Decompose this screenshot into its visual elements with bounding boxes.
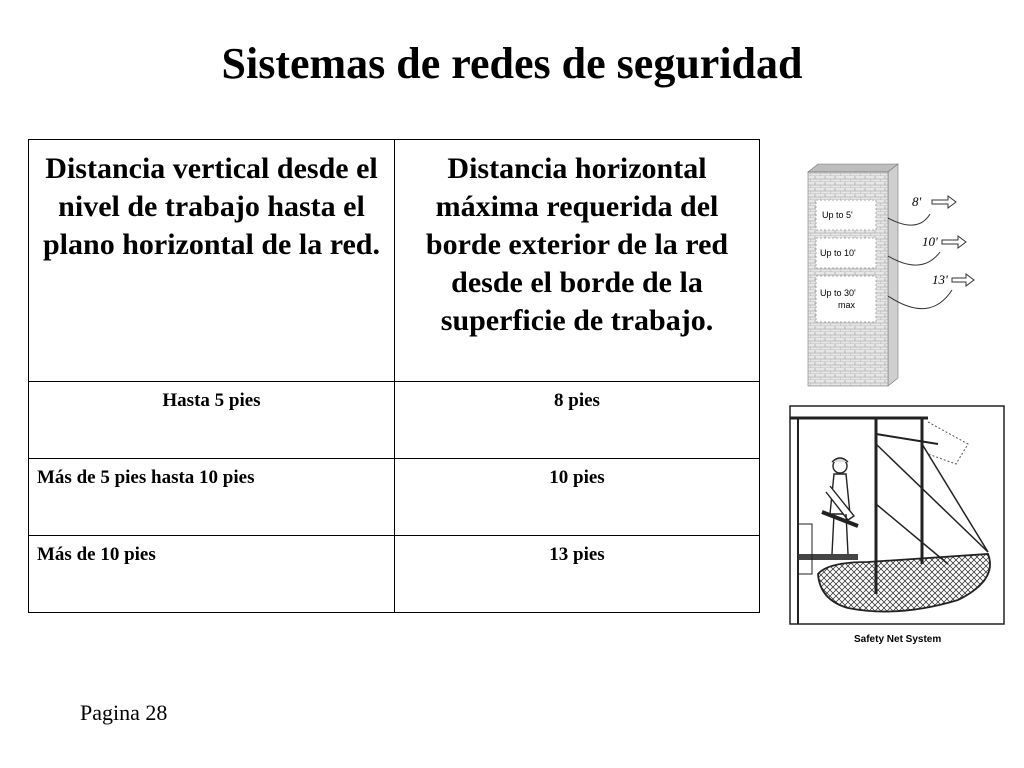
- label-up-to-10: Up to 10': [820, 248, 856, 258]
- header-horizontal-distance: Distancia horizontal máxima requerida del borde exterior de la red desde el borde de la superficie de trabajo.: [395, 140, 760, 382]
- figure-caption: Safety Net System: [854, 634, 942, 645]
- label-up-to-30: Up to 30': [820, 288, 856, 298]
- distance-8ft: 8': [912, 194, 922, 209]
- distance-13ft: 13': [932, 272, 948, 287]
- header-vertical-distance: Distancia vertical desde el nivel de trabajo hasta el plano horizontal de la red.: [29, 140, 395, 382]
- table-row: [29, 382, 760, 459]
- cell-horizontal: 10 pies: [395, 459, 760, 536]
- distance-10ft: 10': [922, 234, 938, 249]
- cell-vertical: Más de 10 pies: [29, 536, 395, 613]
- cell-vertical: Hasta 5 pies: [29, 382, 395, 459]
- table-header-row: [29, 140, 760, 382]
- table-row: [29, 459, 760, 536]
- safety-net-illustration: [788, 404, 1006, 652]
- safety-net-table: [28, 139, 760, 613]
- table-row: [29, 536, 760, 613]
- slide-title: Sistemas de redes de seguridad: [221, 39, 803, 88]
- cell-horizontal: 13 pies: [395, 536, 760, 613]
- cell-horizontal: 8 pies: [395, 382, 760, 459]
- building-distance-diagram: [800, 158, 980, 400]
- cell-vertical: Más de 5 pies hasta 10 pies: [29, 459, 395, 536]
- label-max: max: [838, 300, 856, 310]
- page-number: Pagina 28: [80, 700, 168, 725]
- label-up-to-5: Up to 5': [822, 210, 853, 220]
